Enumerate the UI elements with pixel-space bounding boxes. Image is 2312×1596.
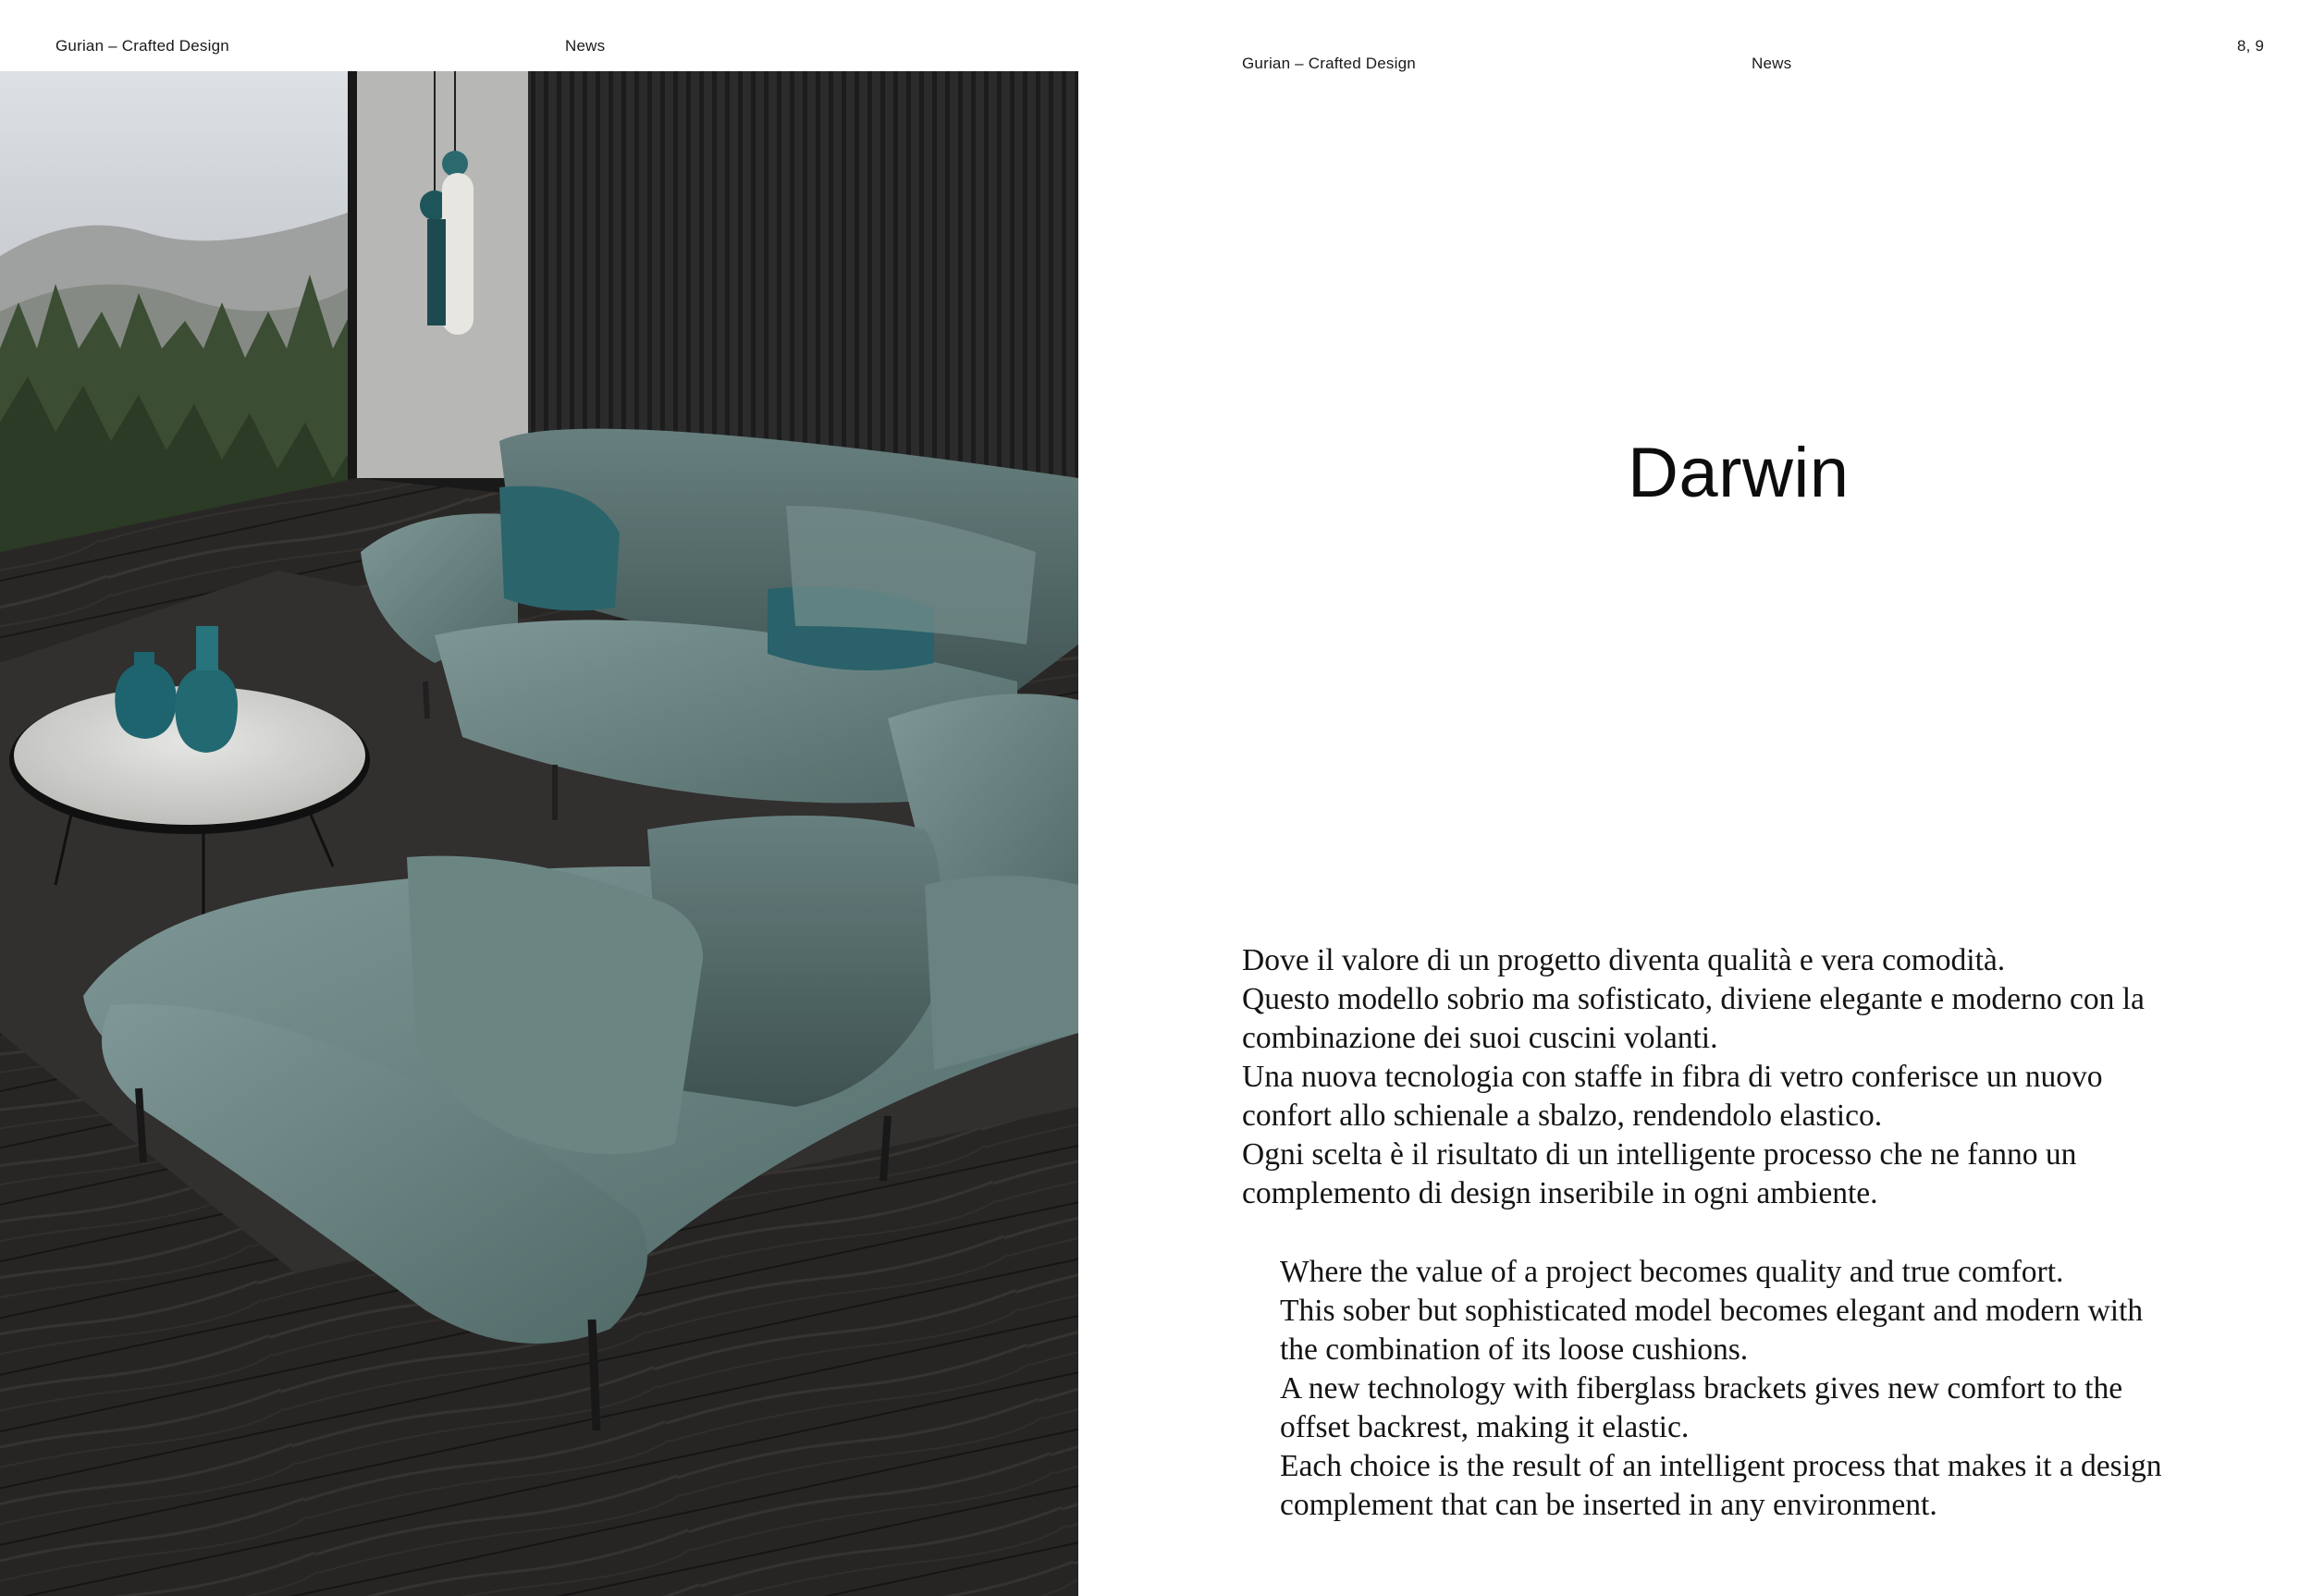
english-line: Where the value of a project becomes quality and true comfort. xyxy=(1280,1255,2064,1289)
italian-line: Ogni scelta è il risultato di un intelligente processo che ne fanno un xyxy=(1242,1137,2077,1172)
right-brand: Gurian – Crafted Design xyxy=(1242,55,1416,72)
left-section: News xyxy=(565,37,606,55)
italian-line: Questo modello sobrio ma sofisticato, diviene elegante e moderno con la xyxy=(1242,982,2145,1016)
english-line: A new technology with fiberglass brackets gives new comfort to the xyxy=(1280,1371,2123,1406)
right-section: News xyxy=(1752,55,1792,72)
italian-line: Una nuova tecnologia con staffe in fibra di vetro conferisce un nuovo xyxy=(1242,1060,2103,1094)
english-line: This sober but sophisticated model becomes elegant and modern with xyxy=(1280,1294,2144,1328)
italian-line: combinazione dei suoi cuscini volanti. xyxy=(1242,1021,1718,1055)
italian-line: Dove il valore di un progetto diventa qualità e vera comodità. xyxy=(1242,943,2006,977)
sofa-photo xyxy=(0,71,1078,1596)
product-title: Darwin xyxy=(1628,434,1850,512)
english-line: offset backrest, making it elastic. xyxy=(1280,1410,1690,1444)
page-numbers: 8, 9 xyxy=(2237,37,2265,55)
english-line: Each choice is the result of an intelligent process that makes it a design xyxy=(1280,1449,2162,1483)
english-line: complement that can be inserted in any environment. xyxy=(1280,1488,1937,1522)
italian-line: complemento di design inseribile in ogni ambiente. xyxy=(1242,1176,1878,1210)
english-line: the combination of its loose cushions. xyxy=(1280,1332,1749,1367)
italian-line: confort allo schienale a sbalzo, rendendolo elastico. xyxy=(1242,1099,1883,1133)
left-brand: Gurian – Crafted Design xyxy=(55,37,229,55)
english-description xyxy=(1280,1253,2162,1525)
italian-description xyxy=(1242,941,2145,1213)
